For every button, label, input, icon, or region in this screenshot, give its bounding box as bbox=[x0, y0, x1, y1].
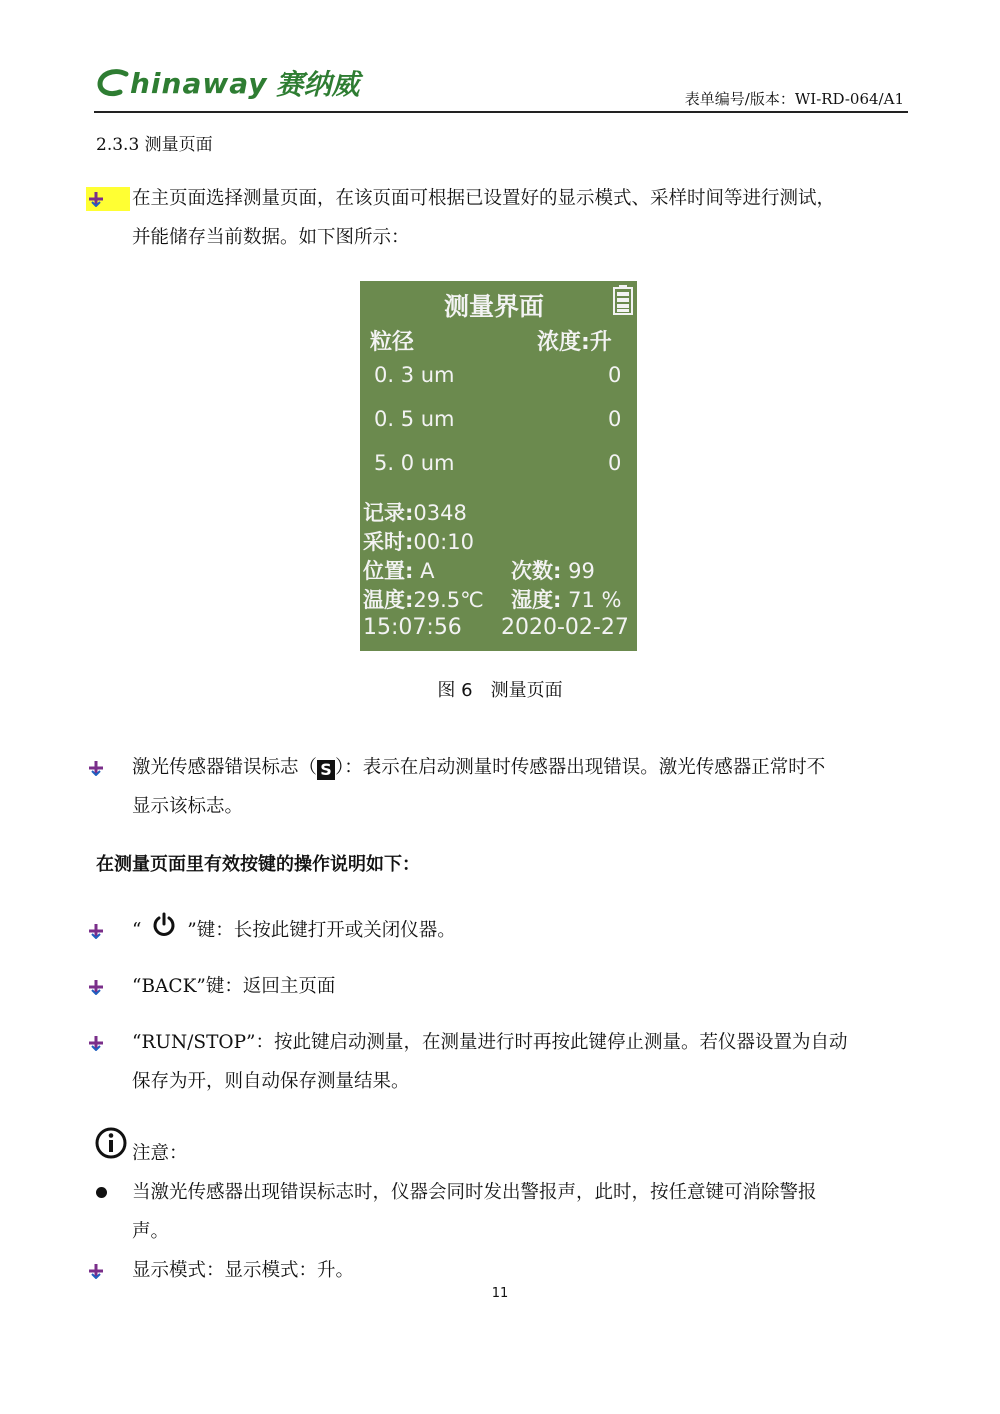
count-value: 99 bbox=[568, 559, 595, 583]
count-label: 次数: bbox=[511, 559, 562, 583]
screen-title: 测量界面 bbox=[444, 292, 545, 321]
temperature-row bbox=[363, 584, 484, 614]
row-value-0-5: 0 bbox=[608, 407, 622, 431]
humidity-value: 71 % bbox=[568, 588, 622, 612]
arrow-bullet-icon bbox=[88, 979, 104, 995]
page-number: 11 bbox=[491, 1286, 509, 1301]
temperature-label: 温度: bbox=[363, 588, 414, 612]
intro-bullet-highlight bbox=[86, 187, 130, 211]
arrow-bullet-icon bbox=[88, 191, 104, 207]
company-logo bbox=[96, 62, 360, 104]
run-stop-line-1: “RUN/STOP”：按此键启动测量，在测量进行时再按此键停止测量。若仪器设置为自动 bbox=[132, 1032, 848, 1053]
power-quote-open: “ bbox=[132, 920, 142, 941]
position-label: 位置: bbox=[363, 559, 414, 583]
record-row bbox=[363, 497, 467, 527]
display-mode-line: 显示模式：显示模式：升。 bbox=[132, 1260, 355, 1281]
temperature-value: 29.5℃ bbox=[413, 588, 484, 612]
back-key-line: “BACK”键：返回主页面 bbox=[132, 976, 336, 997]
figure-caption: 图 6 测量页面 bbox=[437, 680, 563, 701]
laser-note-text-post: ）：表示在启动测量时传感器出现错误。激光传感器正常时不 bbox=[335, 757, 826, 778]
note-item-line-2: 声。 bbox=[132, 1221, 170, 1242]
form-number: 表单编号/版本：WI-RD-064/A1 bbox=[684, 90, 904, 108]
sensor-error-icon: S bbox=[317, 760, 335, 780]
laser-note-line-2: 显示该标志。 bbox=[132, 796, 244, 817]
sample-time-row bbox=[363, 526, 474, 556]
row-value-5-0: 0 bbox=[608, 451, 622, 475]
record-label: 记录: bbox=[363, 501, 414, 525]
laser-note-line-1 bbox=[132, 748, 825, 787]
arrow-bullet-icon bbox=[88, 760, 104, 776]
dot-bullet-icon bbox=[96, 1187, 107, 1198]
intro-line-1: 在主页面选择测量页面，在该页面可根据已设置好的显示模式、采样时间等进行测试， bbox=[132, 188, 836, 209]
record-value: 0348 bbox=[413, 501, 467, 525]
logo-chinese-text: 赛纳威 bbox=[275, 68, 360, 101]
note-label: 注意： bbox=[132, 1143, 188, 1164]
battery-icon bbox=[613, 285, 633, 319]
power-key-line bbox=[132, 911, 456, 952]
humidity-label: 湿度: bbox=[511, 588, 562, 612]
header-divider bbox=[94, 111, 908, 113]
power-icon bbox=[151, 912, 177, 952]
position-value: A bbox=[420, 559, 435, 583]
logo-english-text: hinaway bbox=[130, 66, 268, 100]
note-item-line-1: 当激光传感器出现错误标志时，仪器会同时发出警报声，此时，按任意键可消除警报 bbox=[132, 1182, 817, 1203]
power-key-desc: ”键：长按此键打开或关闭仪器。 bbox=[187, 920, 456, 941]
device-screen bbox=[360, 281, 637, 651]
logo-swoosh-icon bbox=[96, 66, 130, 100]
keys-heading: 在测量页面里有效按键的操作说明如下： bbox=[96, 854, 420, 875]
column-concentration-label: 浓度:升 bbox=[537, 330, 612, 355]
arrow-bullet-icon bbox=[88, 923, 104, 939]
run-stop-line-2: 保存为开，则自动保存测量结果。 bbox=[132, 1071, 410, 1092]
intro-line-2: 并能储存当前数据。如下图所示： bbox=[132, 227, 410, 248]
clock-time: 15:07:56 bbox=[363, 615, 462, 640]
count-row bbox=[511, 555, 595, 585]
row-size-0-3: 0. 3 um bbox=[374, 363, 455, 387]
position-row bbox=[363, 555, 434, 585]
sample-time-label: 采时: bbox=[363, 530, 414, 554]
row-value-0-3: 0 bbox=[608, 363, 622, 387]
info-icon bbox=[94, 1126, 128, 1164]
arrow-bullet-icon bbox=[88, 1263, 104, 1279]
row-size-0-5: 0. 5 um bbox=[374, 407, 455, 431]
sample-time-value: 00:10 bbox=[413, 530, 474, 554]
column-size-label: 粒径 bbox=[370, 330, 415, 355]
section-title: 2.3.3 测量页面 bbox=[96, 135, 213, 155]
arrow-bullet-icon bbox=[88, 1035, 104, 1051]
humidity-row bbox=[511, 584, 621, 614]
laser-note-text-pre: 激光传感器错误标志（ bbox=[132, 757, 318, 778]
row-size-5-0: 5. 0 um bbox=[374, 451, 455, 475]
clock-date: 2020-02-27 bbox=[501, 615, 629, 640]
